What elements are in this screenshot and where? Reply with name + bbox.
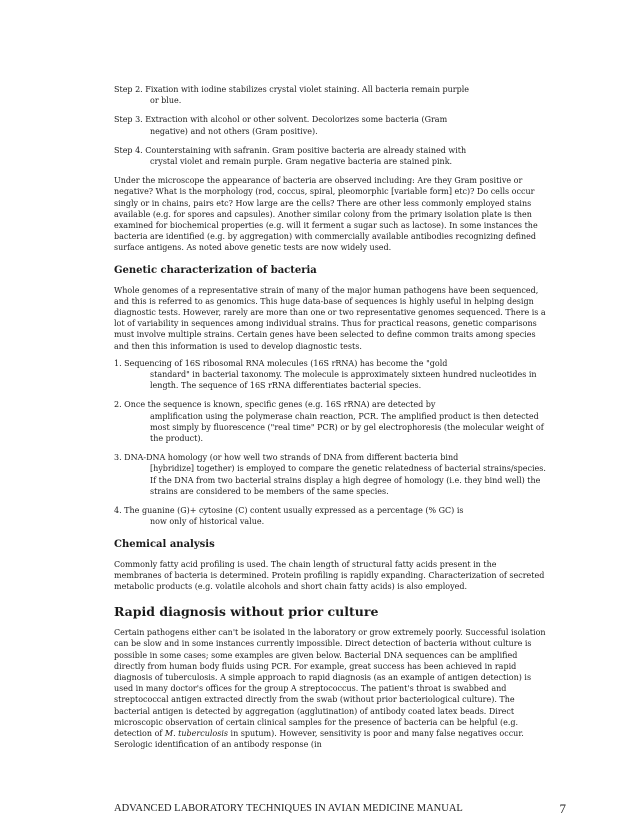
step-4 [114, 145, 546, 167]
genetic-item-3 [114, 452, 546, 497]
genetic-item-2-lead: 2. Once the sequence is known, specific genes (e.g. 16S rRNA) are detected by [114, 400, 436, 410]
genetic-item-2 [114, 399, 546, 444]
step-3 [114, 114, 546, 136]
genetic-item-1-cont: standard" in bacterial taxonomy. The molecule is approximately sixteen hundred nucleotides in length. The sequence of 16S rRNA differentiates bacterial species. [150, 370, 537, 391]
step-3-lead: Step 3. Extraction with alcohol or other solvent. Decolorizes some bacteria (Gram [114, 115, 448, 125]
genetic-item-2-cont: amplification using the polymerase chain reaction, PCR. The amplified product is then detected most simply by fluorescence ("real time" PCR) or by gel electrophoresis (the molecular weight of the product). [150, 411, 544, 444]
chemical-heading: Chemical analysis [114, 538, 215, 550]
step-2 [114, 84, 546, 106]
genetic-intro: Whole genomes of a representative strain of many of the major human pathogens have been sequenced, and this is referred to as genomics. This huge data-base of sequences is highly useful in helping design diagnostic tests. However, rarely are more than one or two representative genomes sequenced. There is a lot of variability in sequences among individual strains. Thus for practical reasons, genetic comparisons must involve multiple strains. Certain genes have been selected to define common traits among species and then this information is used to develop diagnostic tests. [114, 285, 546, 351]
footer-title: ADVANCED LABORATORY TECHNIQUES IN AVIAN MEDICINE MANUAL [114, 803, 463, 814]
genetic-item-1 [114, 358, 546, 392]
step-4-lead: Step 4. Counterstaining with safranin. Gram positive bacteria are already stained with [114, 145, 467, 155]
step-3-cont: negative) and not others (Gram positive). [150, 126, 318, 136]
rapid-paragraph [114, 627, 546, 750]
genetic-item-4 [114, 505, 546, 527]
genetic-item-4-lead: 4. The guanine (G)+ cytosine (C) content usually expressed as a percentage (% GC) is [114, 506, 464, 516]
rapid-text-before: Certain pathogens either can't be isolated in the laboratory or grow extremely poorly. Successful isolation can be slow and in some instances currently impossible. Direct detection of bacteria without culture is possible in some cases; some examples are given below. Bacterial DNA sequences can be amplified directly from human body fluids using PCR. For example, great success has been achieved in rapid diagnosis of tuberculosis. A simple approach to rapid diagnosis (as an example of antigen detection) is used in many doctor's offices for the group A streptococcus. The patient's throat is swabbed and streptococcal antigen extracted directly from the swab (without prior bacteriological culture). The bacterial antigen is detected by aggregation (agglutination) of antibody coated latex beads. Direct microscopic observation of certain clinical samples for the presence of bacteria can be helpful (e.g. detection of [114, 628, 546, 738]
genetic-item-1-lead: 1. Sequencing of 16S ribosomal RNA molecules (16S rRNA) has become the "gold [114, 358, 448, 368]
page-footer [114, 803, 566, 814]
genetic-item-3-cont: [hybridize] together) is employed to compare the genetic relatedness of bacterial strains/species. If the DNA from two bacterial strains display a high degree of homology (i.e. they bind well) the strains are considered to be members of the same species. [150, 464, 546, 496]
microscope-paragraph: Under the microscope the appearance of bacteria are observed including: Are they Gram positive or negative? What is the morphology (rod, coccus, spiral, pleomorphic [variable form] etc)? Do cells occur singly or in chains, pairs etc? How large are the cells? There are other less commonly employed stains available (e.g. for spores and capsules). Another similar colony from the primary isolation plate is then examined for biochemical properties (e.g. will it ferment a sugar such as lactose). In some instances the bacteria are identified (e.g. by aggregation) with commercially available antibodies recognizing defined surface antigens. As noted above genetic tests are now widely used. [114, 176, 538, 253]
step-2-cont: or blue. [150, 96, 182, 106]
chemical-paragraph: Commonly fatty acid profiling is used. The chain length of structural fatty acids present in the membranes of bacteria is determined. Protein profiling is rapidly expanding. Characterization of secreted metabolic products (e.g. volatile alcohols and short chain fatty acids) is also employed. [114, 559, 545, 591]
rapid-organism-italic: M. tuberculosis [164, 728, 228, 738]
genetic-item-3-lead: 3. DNA-DNA homology (or how well two strands of DNA from different bacteria bind [114, 453, 459, 463]
rapid-heading: Rapid diagnosis without prior culture [114, 604, 379, 620]
step-2-lead: Step 2. Fixation with iodine stabilizes crystal violet staining. All bacteria remain purple [114, 85, 470, 94]
page-number: 7 [559, 801, 566, 816]
page-body [114, 84, 546, 756]
genetic-heading: Genetic characterization of bacteria [114, 264, 317, 276]
rapid-text-after: in sputum). However, sensitivity is poor and many false negatives occur. Serologic identification of an antibody response (in [114, 728, 524, 750]
genetic-item-4-cont: now only of historical value. [150, 517, 265, 527]
step-4-cont: crystal violet and remain purple. Gram negative bacteria are stained pink. [150, 157, 453, 167]
